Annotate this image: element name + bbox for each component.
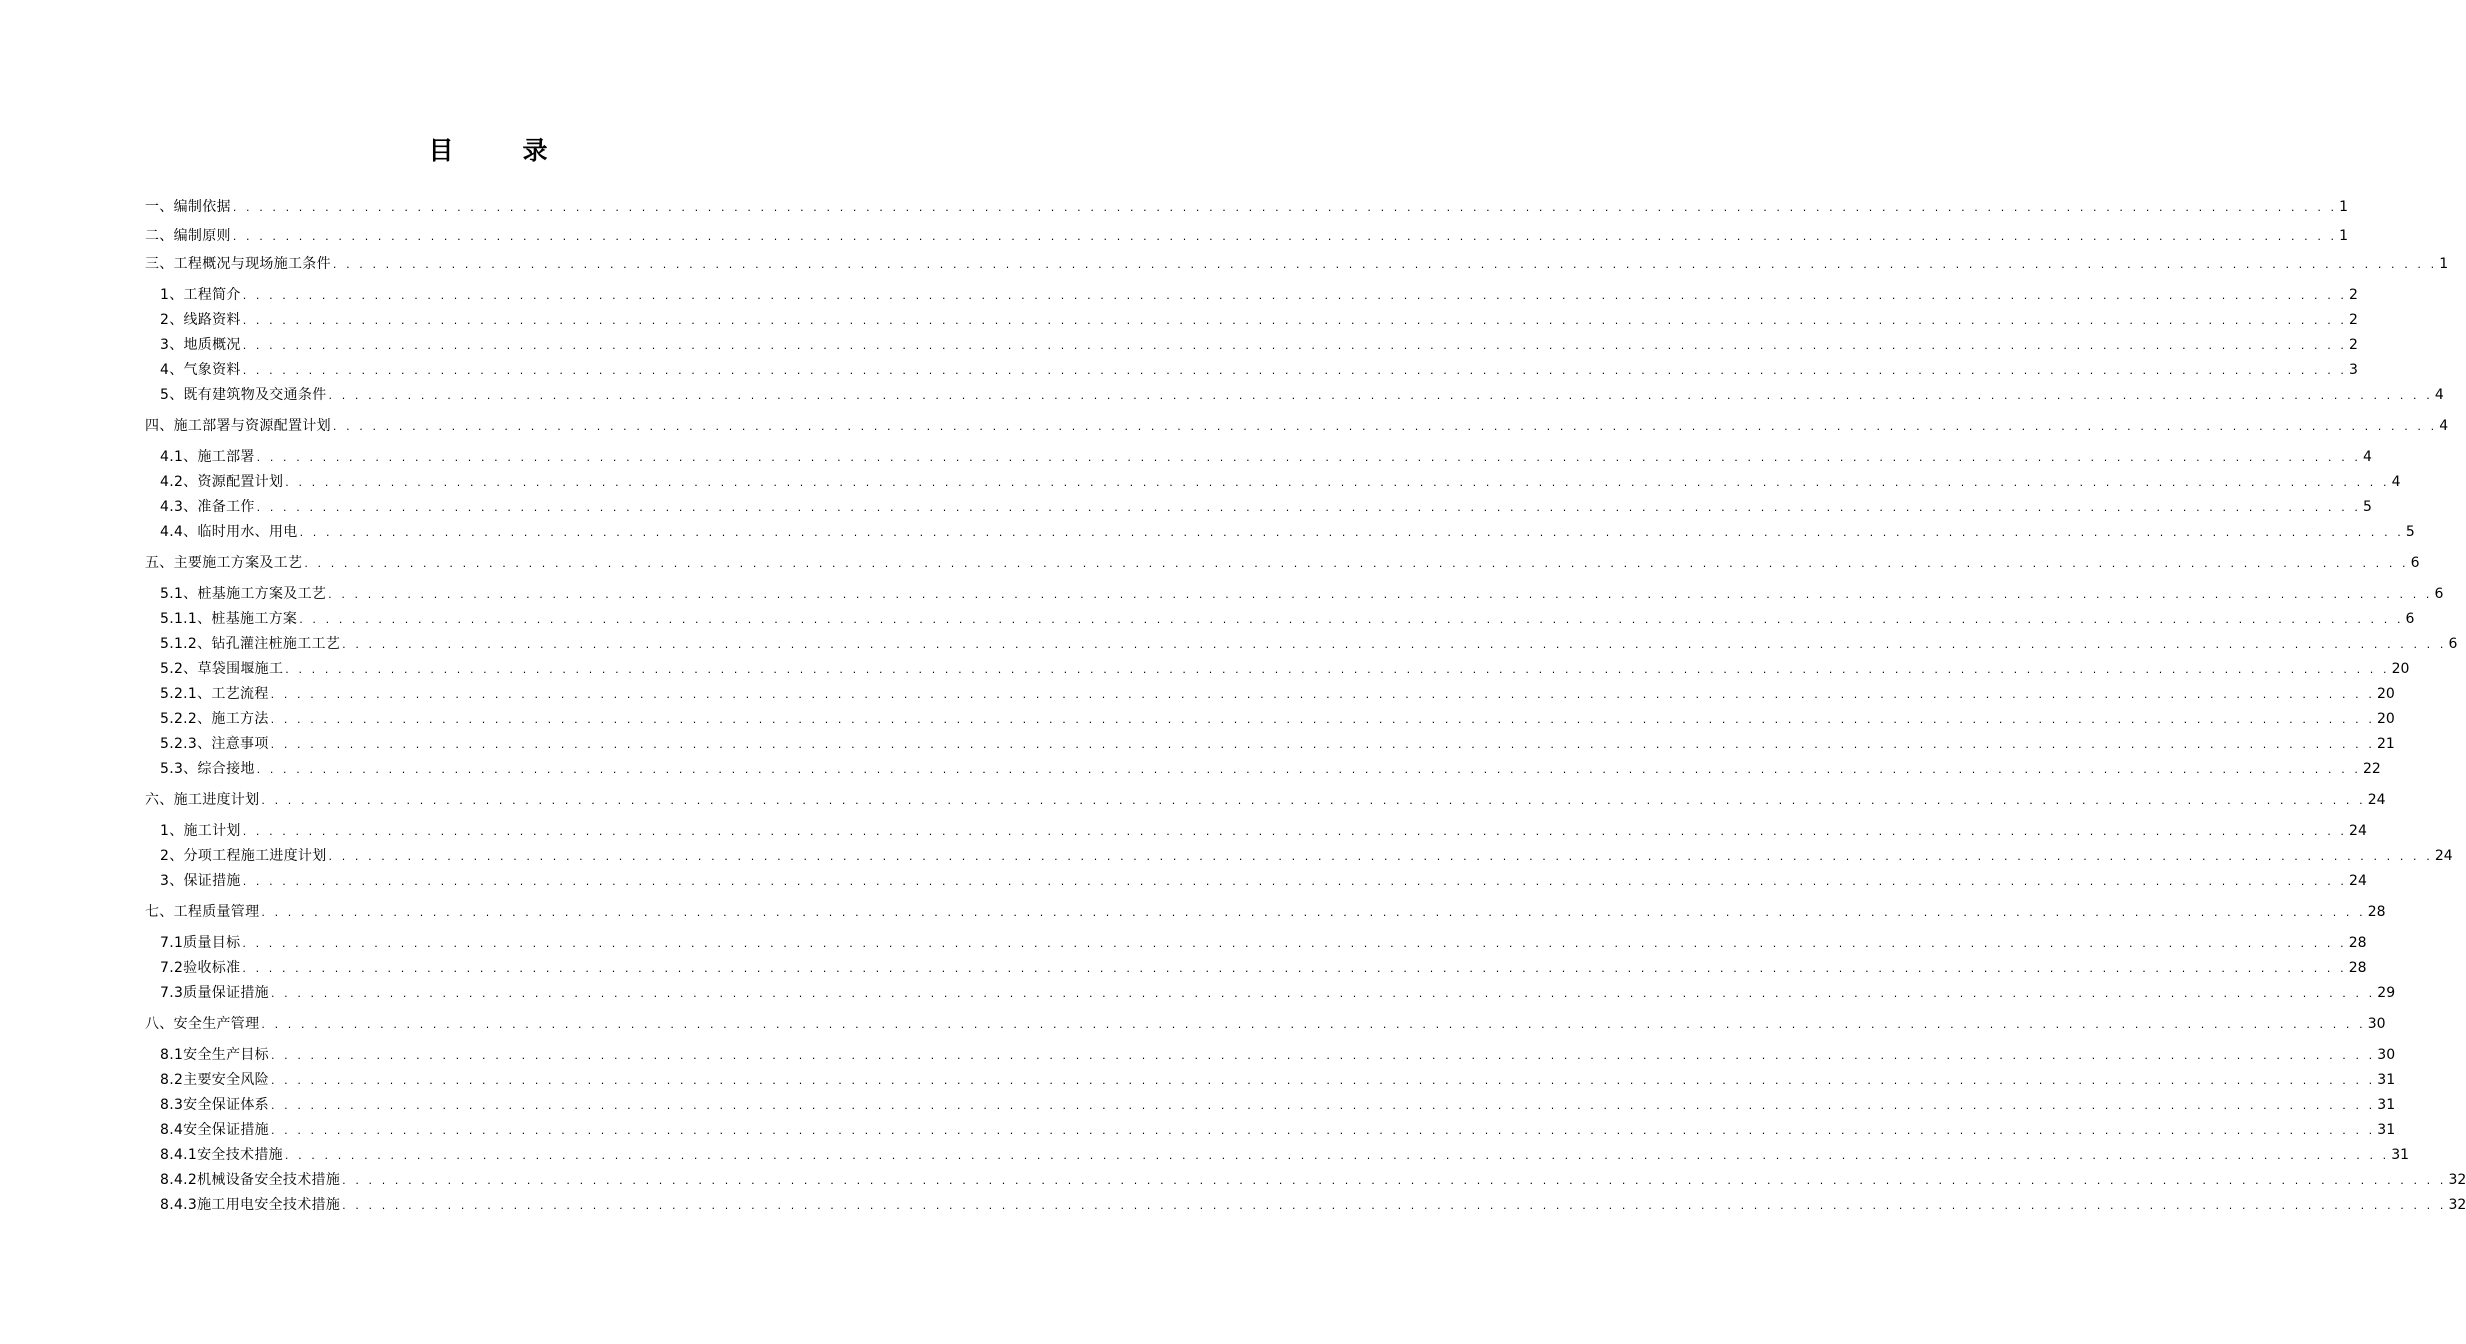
toc-entry-title: 8.1安全生产目标 bbox=[160, 1047, 269, 1063]
toc-dot-leader: . . . . . . . . . . . . . . . . . . . . . . . . . . . . . . . . . . . . . . . . . . . . . . . . . . . . . . . . . . . . . . . . . . . . . . . . . . . . . . . . . . . . . . . . . . . . . . . . . . . . . . . . . . . . . . . . . . . . . . . . . . . . . . . . . . . . . . . . . . . . . . . . . . . . . . . . . . . . . . . . bbox=[270, 738, 2375, 751]
toc-entry[interactable] bbox=[160, 1195, 2466, 1215]
toc-entry-page-number: 24 bbox=[2367, 792, 2386, 808]
toc-entry[interactable] bbox=[160, 584, 2444, 604]
toc-entry-title: 5.2.1、工艺流程 bbox=[160, 686, 269, 702]
toc-entry-page-number: 6 bbox=[2448, 636, 2458, 652]
toc-entry-title: 一、编制依据 bbox=[145, 199, 231, 215]
toc-entry-page-number: 31 bbox=[2377, 1097, 2396, 1113]
toc-dot-leader: . . . . . . . . . . . . . . . . . . . . . . . . . . . . . . . . . . . . . . . . . . . . . . . . . . . . . . . . . . . . . . . . . . . . . . . . . . . . . . . . . . . . . . . . . . . . . . . . . . . . . . . . . . . . . . . . . . . . . . . . . . . . . . . . . . . . . . . . . . . . . . . . . . . . . . . . . . . . . . . . bbox=[304, 557, 2409, 570]
toc-entry-page-number: 4 bbox=[2362, 449, 2372, 465]
toc-entry-page-number: 32 bbox=[2448, 1172, 2466, 1188]
toc-entry-page-number: 1 bbox=[2339, 199, 2349, 215]
toc-entry-page-number: 3 bbox=[2349, 362, 2358, 378]
toc-entry-title: 四、施工部署与资源配置计划 bbox=[145, 418, 331, 434]
toc-entry-title: 3、地质概况 bbox=[160, 337, 241, 353]
toc-dot-leader: . . . . . . . . . . . . . . . . . . . . . . . . . . . . . . . . . . . . . . . . . . . . . . . . . . . . . . . . . . . . . . . . . . . . . . . . . . . . . . . . . . . . . . . . . . . . . . . . . . . . . . . . . . . . . . . . . . . . . . . . . . . . . . . . . . . . . . . . . . . . . . . . . . . . . . . . . . . . . . . . bbox=[284, 1149, 2390, 1162]
toc-entry[interactable] bbox=[160, 497, 2372, 517]
toc-entry-title: 5.2.2、施工方法 bbox=[160, 711, 269, 727]
toc-entry[interactable] bbox=[160, 871, 2367, 891]
toc-entry-page-number: 31 bbox=[2391, 1147, 2410, 1163]
toc-entry-title: 5.2、草袋围堰施工 bbox=[160, 661, 284, 677]
toc-entry-page-number: 4 bbox=[2434, 387, 2444, 403]
toc-dot-leader: . . . . . . . . . . . . . . . . . . . . . . . . . . . . . . . . . . . . . . . . . . . . . . . . . . . . . . . . . . . . . . . . . . . . . . . . . . . . . . . . . . . . . . . . . . . . . . . . . . . . . . . . . . . . . . . . . . . . . . . . . . . . . . . . . . . . . . . . . . . . . . . . . . . . . . . . . . . . . . . . bbox=[232, 201, 2338, 214]
toc-entry[interactable] bbox=[160, 759, 2381, 779]
toc-entry[interactable] bbox=[160, 846, 2453, 866]
toc-entry-title: 5.3、综合接地 bbox=[160, 761, 255, 777]
toc-dot-leader: . . . . . . . . . . . . . . . . . . . . . . . . . . . . . . . . . . . . . . . . . . . . . . . . . . . . . . . . . . . . . . . . . . . . . . . . . . . . . . . . . . . . . . . . . . . . . . . . . . . . . . . . . . . . . . . . . . . . . . . . . . . . . . . . . . . . . . . . . . . . . . . . . . . . . . . . . . . . . . . . bbox=[332, 258, 2438, 271]
toc-entry[interactable] bbox=[160, 821, 2367, 841]
toc-dot-leader: . . . . . . . . . . . . . . . . . . . . . . . . . . . . . . . . . . . . . . . . . . . . . . . . . . . . . . . . . . . . . . . . . . . . . . . . . . . . . . . . . . . . . . . . . . . . . . . . . . . . . . . . . . . . . . . . . . . . . . . . . . . . . . . . . . . . . . . . . . . . . . . . . . . . . . . . . . . . . . . . bbox=[242, 339, 2348, 352]
toc-entry[interactable] bbox=[160, 522, 2415, 542]
toc-entry-page-number: 29 bbox=[2377, 985, 2396, 1001]
toc-entry[interactable] bbox=[160, 634, 2458, 654]
toc-entry-title: 5.1.1、桩基施工方案 bbox=[160, 611, 298, 627]
toc-dot-leader: . . . . . . . . . . . . . . . . . . . . . . . . . . . . . . . . . . . . . . . . . . . . . . . . . . . . . . . . . . . . . . . . . . . . . . . . . . . . . . . . . . . . . . . . . . . . . . . . . . . . . . . . . . . . . . . . . . . . . . . . . . . . . . . . . . . . . . . . . . . . . . . . . . . . . . . . . . . . . . . . bbox=[256, 763, 2361, 776]
toc-entry-page-number: 24 bbox=[2434, 848, 2453, 864]
toc-entry[interactable] bbox=[160, 1170, 2466, 1190]
toc-dot-leader: . . . . . . . . . . . . . . . . . . . . . . . . . . . . . . . . . . . . . . . . . . . . . . . . . . . . . . . . . . . . . . . . . . . . . . . . . . . . . . . . . . . . . . . . . . . . . . . . . . . . . . . . . . . . . . . . . . . . . . . . . . . . . . . . . . . . . . . . . . . . . . . . . . . . . . . . . . . . . . . . bbox=[270, 1074, 2376, 1087]
toc-dot-leader: . . . . . . . . . . . . . . . . . . . . . . . . . . . . . . . . . . . . . . . . . . . . . . . . . . . . . . . . . . . . . . . . . . . . . . . . . . . . . . . . . . . . . . . . . . . . . . . . . . . . . . . . . . . . . . . . . . . . . . . . . . . . . . . . . . . . . . . . . . . . . . . . . . . . . . . . . . . . . . . . bbox=[261, 906, 2366, 919]
toc-entry[interactable] bbox=[160, 734, 2395, 754]
toc-entry-title: 8.4安全保证措施 bbox=[160, 1122, 269, 1138]
toc-entry-title: 5.2.3、注意事项 bbox=[160, 736, 269, 752]
toc-entry-page-number: 31 bbox=[2377, 1122, 2396, 1138]
toc-entry-page-number: 28 bbox=[2367, 904, 2386, 920]
toc-entry-title: 三、工程概况与现场施工条件 bbox=[145, 256, 331, 272]
toc-entry-title: 8.4.2机械设备安全技术措施 bbox=[160, 1172, 341, 1188]
toc-dot-leader: . . . . . . . . . . . . . . . . . . . . . . . . . . . . . . . . . . . . . . . . . . . . . . . . . . . . . . . . . . . . . . . . . . . . . . . . . . . . . . . . . . . . . . . . . . . . . . . . . . . . . . . . . . . . . . . . . . . . . . . . . . . . . . . . . . . . . . . . . . . . . . . . . . . . . . . . . . . . . . . . bbox=[261, 794, 2366, 807]
toc-dot-leader: . . . . . . . . . . . . . . . . . . . . . . . . . . . . . . . . . . . . . . . . . . . . . . . . . . . . . . . . . . . . . . . . . . . . . . . . . . . . . . . . . . . . . . . . . . . . . . . . . . . . . . . . . . . . . . . . . . . . . . . . . . . . . . . . . . . . . . . . . . . . . . . . . . . . . . . . . . . . . . . . bbox=[270, 1049, 2376, 1062]
toc-entry-page-number: 5 bbox=[2362, 499, 2372, 515]
toc-entry-title: 5.1.2、钻孔灌注桩施工工艺 bbox=[160, 636, 341, 652]
toc-entry[interactable] bbox=[160, 933, 2367, 953]
toc-entry-title: 5、既有建筑物及交通条件 bbox=[160, 387, 327, 403]
toc-entry-title: 7.2验收标准 bbox=[160, 960, 241, 976]
toc-dot-leader: . . . . . . . . . . . . . . . . . . . . . . . . . . . . . . . . . . . . . . . . . . . . . . . . . . . . . . . . . . . . . . . . . . . . . . . . . . . . . . . . . . . . . . . . . . . . . . . . . . . . . . . . . . . . . . . . . . . . . . . . . . . . . . . . . . . . . . . . . . . . . . . . . . . . . . . . . . . . . . . . bbox=[256, 451, 2361, 464]
toc-dot-leader: . . . . . . . . . . . . . . . . . . . . . . . . . . . . . . . . . . . . . . . . . . . . . . . . . . . . . . . . . . . . . . . . . . . . . . . . . . . . . . . . . . . . . . . . . . . . . . . . . . . . . . . . . . . . . . . . . . . . . . . . . . . . . . . . . . . . . . . . . . . . . . . . . . . . . . . . . . . . . . . . bbox=[242, 937, 2347, 950]
toc-entry-title: 二、编制原则 bbox=[145, 228, 231, 244]
toc-entry-title: 5.1、桩基施工方案及工艺 bbox=[160, 586, 327, 602]
toc-dot-leader: . . . . . . . . . . . . . . . . . . . . . . . . . . . . . . . . . . . . . . . . . . . . . . . . . . . . . . . . . . . . . . . . . . . . . . . . . . . . . . . . . . . . . . . . . . . . . . . . . . . . . . . . . . . . . . . . . . . . . . . . . . . . . . . . . . . . . . . . . . . . . . . . . . . . . . . . . . . . . . . . bbox=[256, 501, 2361, 514]
toc-entry[interactable] bbox=[160, 659, 2410, 679]
toc-entry-title: 4.4、临时用水、用电 bbox=[160, 524, 298, 540]
toc-dot-leader: . . . . . . . . . . . . . . . . . . . . . . . . . . . . . . . . . . . . . . . . . . . . . . . . . . . . . . . . . . . . . . . . . . . . . . . . . . . . . . . . . . . . . . . . . . . . . . . . . . . . . . . . . . . . . . . . . . . . . . . . . . . . . . . . . . . . . . . . . . . . . . . . . . . . . . . . . . . . . . . . bbox=[242, 825, 2348, 838]
toc-dot-leader: . . . . . . . . . . . . . . . . . . . . . . . . . . . . . . . . . . . . . . . . . . . . . . . . . . . . . . . . . . . . . . . . . . . . . . . . . . . . . . . . . . . . . . . . . . . . . . . . . . . . . . . . . . . . . . . . . . . . . . . . . . . . . . . . . . . . . . . . . . . . . . . . . . . . . . . . . . . . . . . . bbox=[299, 613, 2404, 626]
toc-entry-title: 六、施工进度计划 bbox=[145, 792, 260, 808]
toc-entry[interactable] bbox=[145, 1014, 2386, 1034]
toc-dot-leader: . . . . . . . . . . . . . . . . . . . . . . . . . . . . . . . . . . . . . . . . . . . . . . . . . . . . . . . . . . . . . . . . . . . . . . . . . . . . . . . . . . . . . . . . . . . . . . . . . . . . . . . . . . . . . . . . . . . . . . . . . . . . . . . . . . . . . . . . . . . . . . . . . . . . . . . . . . . . . . . . bbox=[242, 314, 2348, 327]
toc-dot-leader: . . . . . . . . . . . . . . . . . . . . . . . . . . . . . . . . . . . . . . . . . . . . . . . . . . . . . . . . . . . . . . . . . . . . . . . . . . . . . . . . . . . . . . . . . . . . . . . . . . . . . . . . . . . . . . . . . . . . . . . . . . . . . . . . . . . . . . . . . . . . . . . . . . . . . . . . . . . . . . . . bbox=[328, 389, 2433, 402]
toc-entry[interactable] bbox=[160, 447, 2372, 467]
toc-dot-leader: . . . . . . . . . . . . . . . . . . . . . . . . . . . . . . . . . . . . . . . . . . . . . . . . . . . . . . . . . . . . . . . . . . . . . . . . . . . . . . . . . . . . . . . . . . . . . . . . . . . . . . . . . . . . . . . . . . . . . . . . . . . . . . . . . . . . . . . . . . . . . . . . . . . . . . . . . . . . . . . . bbox=[342, 1199, 2447, 1212]
toc-entry-page-number: 2 bbox=[2349, 312, 2358, 328]
toc-entry[interactable] bbox=[145, 902, 2386, 922]
toc-entry-page-number: 24 bbox=[2349, 823, 2367, 839]
toc-entry-page-number: 20 bbox=[2376, 711, 2395, 727]
toc-entry[interactable] bbox=[160, 1145, 2410, 1165]
toc-dot-leader: . . . . . . . . . . . . . . . . . . . . . . . . . . . . . . . . . . . . . . . . . . . . . . . . . . . . . . . . . . . . . . . . . . . . . . . . . . . . . . . . . . . . . . . . . . . . . . . . . . . . . . . . . . . . . . . . . . . . . . . . . . . . . . . . . . . . . . . . . . . . . . . . . . . . . . . . . . . . . . . . bbox=[270, 713, 2375, 726]
toc-dot-leader: . . . . . . . . . . . . . . . . . . . . . . . . . . . . . . . . . . . . . . . . . . . . . . . . . . . . . . . . . . . . . . . . . . . . . . . . . . . . . . . . . . . . . . . . . . . . . . . . . . . . . . . . . . . . . . . . . . . . . . . . . . . . . . . . . . . . . . . . . . . . . . . . . . . . . . . . . . . . . . . . bbox=[242, 289, 2348, 302]
toc-entry-title: 1、施工计划 bbox=[160, 823, 241, 839]
toc-dot-leader: . . . . . . . . . . . . . . . . . . . . . . . . . . . . . . . . . . . . . . . . . . . . . . . . . . . . . . . . . . . . . . . . . . . . . . . . . . . . . . . . . . . . . . . . . . . . . . . . . . . . . . . . . . . . . . . . . . . . . . . . . . . . . . . . . . . . . . . . . . . . . . . . . . . . . . . . . . . . . . . . bbox=[270, 688, 2375, 701]
toc-dot-leader: . . . . . . . . . . . . . . . . . . . . . . . . . . . . . . . . . . . . . . . . . . . . . . . . . . . . . . . . . . . . . . . . . . . . . . . . . . . . . . . . . . . . . . . . . . . . . . . . . . . . . . . . . . . . . . . . . . . . . . . . . . . . . . . . . . . . . . . . . . . . . . . . . . . . . . . . . . . . . . . . bbox=[232, 230, 2338, 243]
toc-entry-title: 8.2主要安全风险 bbox=[160, 1072, 269, 1088]
toc-entry-title: 3、保证措施 bbox=[160, 873, 241, 889]
toc-dot-leader: . . . . . . . . . . . . . . . . . . . . . . . . . . . . . . . . . . . . . . . . . . . . . . . . . . . . . . . . . . . . . . . . . . . . . . . . . . . . . . . . . . . . . . . . . . . . . . . . . . . . . . . . . . . . . . . . . . . . . . . . . . . . . . . . . . . . . . . . . . . . . . . . . . . . . . . . . . . . . . . . bbox=[332, 420, 2438, 433]
toc-entry-page-number: 30 bbox=[2367, 1016, 2386, 1032]
toc-entry-title: 五、主要施工方案及工艺 bbox=[145, 555, 303, 571]
toc-entry-page-number: 4 bbox=[2439, 418, 2449, 434]
toc-entry-page-number: 20 bbox=[2391, 661, 2410, 677]
toc-entry-title: 4.2、资源配置计划 bbox=[160, 474, 284, 490]
toc-dot-leader: . . . . . . . . . . . . . . . . . . . . . . . . . . . . . . . . . . . . . . . . . . . . . . . . . . . . . . . . . . . . . . . . . . . . . . . . . . . . . . . . . . . . . . . . . . . . . . . . . . . . . . . . . . . . . . . . . . . . . . . . . . . . . . . . . . . . . . . . . . . . . . . . . . . . . . . . . . . . . . . . bbox=[270, 987, 2376, 1000]
toc-entry-title: 4、气象资料 bbox=[160, 362, 241, 378]
toc-entry-page-number: 32 bbox=[2448, 1197, 2466, 1213]
toc-entry-title: 1、工程简介 bbox=[160, 287, 241, 303]
toc-entry-page-number: 31 bbox=[2377, 1072, 2396, 1088]
toc-entry-page-number: 6 bbox=[2410, 555, 2420, 571]
toc-entry[interactable] bbox=[145, 553, 2420, 573]
toc-dot-leader: . . . . . . . . . . . . . . . . . . . . . . . . . . . . . . . . . . . . . . . . . . . . . . . . . . . . . . . . . . . . . . . . . . . . . . . . . . . . . . . . . . . . . . . . . . . . . . . . . . . . . . . . . . . . . . . . . . . . . . . . . . . . . . . . . . . . . . . . . . . . . . . . . . . . . . . . . . . . . . . . bbox=[270, 1099, 2376, 1112]
toc-entry-page-number: 6 bbox=[2405, 611, 2415, 627]
toc-dot-leader: . . . . . . . . . . . . . . . . . . . . . . . . . . . . . . . . . . . . . . . . . . . . . . . . . . . . . . . . . . . . . . . . . . . . . . . . . . . . . . . . . . . . . . . . . . . . . . . . . . . . . . . . . . . . . . . . . . . . . . . . . . . . . . . . . . . . . . . . . . . . . . . . . . . . . . . . . . . . . . . . bbox=[328, 850, 2433, 863]
toc-dot-leader: . . . . . . . . . . . . . . . . . . . . . . . . . . . . . . . . . . . . . . . . . . . . . . . . . . . . . . . . . . . . . . . . . . . . . . . . . . . . . . . . . . . . . . . . . . . . . . . . . . . . . . . . . . . . . . . . . . . . . . . . . . . . . . . . . . . . . . . . . . . . . . . . . . . . . . . . . . . . . . . . bbox=[270, 1124, 2376, 1137]
toc-entry[interactable] bbox=[160, 285, 2358, 305]
toc-entry[interactable] bbox=[145, 416, 2449, 436]
toc-entry[interactable] bbox=[160, 684, 2395, 704]
toc-dot-leader: . . . . . . . . . . . . . . . . . . . . . . . . . . . . . . . . . . . . . . . . . . . . . . . . . . . . . . . . . . . . . . . . . . . . . . . . . . . . . . . . . . . . . . . . . . . . . . . . . . . . . . . . . . . . . . . . . . . . . . . . . . . . . . . . . . . . . . . . . . . . . . . . . . . . . . . . . . . . . . . . bbox=[242, 364, 2348, 377]
toc-entry[interactable] bbox=[160, 958, 2367, 978]
toc-entry-page-number: 21 bbox=[2376, 736, 2395, 752]
toc-entry-title: 七、工程质量管理 bbox=[145, 904, 260, 920]
toc-entry[interactable] bbox=[160, 385, 2444, 405]
toc-entry-page-number: 2 bbox=[2349, 287, 2358, 303]
toc-entry[interactable] bbox=[160, 472, 2401, 492]
toc-entry-page-number: 20 bbox=[2376, 686, 2395, 702]
toc-dot-leader: . . . . . . . . . . . . . . . . . . . . . . . . . . . . . . . . . . . . . . . . . . . . . . . . . . . . . . . . . . . . . . . . . . . . . . . . . . . . . . . . . . . . . . . . . . . . . . . . . . . . . . . . . . . . . . . . . . . . . . . . . . . . . . . . . . . . . . . . . . . . . . . . . . . . . . . . . . . . . . . . bbox=[261, 1018, 2366, 1031]
toc-dot-leader: . . . . . . . . . . . . . . . . . . . . . . . . . . . . . . . . . . . . . . . . . . . . . . . . . . . . . . . . . . . . . . . . . . . . . . . . . . . . . . . . . . . . . . . . . . . . . . . . . . . . . . . . . . . . . . . . . . . . . . . . . . . . . . . . . . . . . . . . . . . . . . . . . . . . . . . . . . . . . . . . bbox=[299, 526, 2404, 539]
toc-entry[interactable] bbox=[160, 1120, 2396, 1140]
toc-entry[interactable] bbox=[160, 983, 2396, 1003]
toc-entry-title: 八、安全生产管理 bbox=[145, 1016, 260, 1032]
toc-entry[interactable] bbox=[160, 335, 2358, 355]
toc-entry-page-number: 28 bbox=[2348, 935, 2367, 951]
toc-entry-title: 8.4.1安全技术措施 bbox=[160, 1147, 283, 1163]
toc-dot-leader: . . . . . . . . . . . . . . . . . . . . . . . . . . . . . . . . . . . . . . . . . . . . . . . . . . . . . . . . . . . . . . . . . . . . . . . . . . . . . . . . . . . . . . . . . . . . . . . . . . . . . . . . . . . . . . . . . . . . . . . . . . . . . . . . . . . . . . . . . . . . . . . . . . . . . . . . . . . . . . . . bbox=[242, 962, 2347, 975]
toc-dot-leader: . . . . . . . . . . . . . . . . . . . . . . . . . . . . . . . . . . . . . . . . . . . . . . . . . . . . . . . . . . . . . . . . . . . . . . . . . . . . . . . . . . . . . . . . . . . . . . . . . . . . . . . . . . . . . . . . . . . . . . . . . . . . . . . . . . . . . . . . . . . . . . . . . . . . . . . . . . . . . . . . bbox=[328, 588, 2433, 601]
toc-entry[interactable] bbox=[160, 709, 2395, 729]
toc-entry-title: 8.3安全保证体系 bbox=[160, 1097, 269, 1113]
toc-entry[interactable] bbox=[145, 197, 2349, 217]
toc-entry-title: 2、分项工程施工进度计划 bbox=[160, 848, 327, 864]
toc-dot-leader: . . . . . . . . . . . . . . . . . . . . . . . . . . . . . . . . . . . . . . . . . . . . . . . . . . . . . . . . . . . . . . . . . . . . . . . . . . . . . . . . . . . . . . . . . . . . . . . . . . . . . . . . . . . . . . . . . . . . . . . . . . . . . . . . . . . . . . . . . . . . . . . . . . . . . . . . . . . . . . . . bbox=[342, 1174, 2447, 1187]
toc-entry-page-number: 4 bbox=[2391, 474, 2401, 490]
toc-entry-page-number: 1 bbox=[2439, 256, 2449, 272]
toc-entry[interactable] bbox=[160, 609, 2415, 629]
toc-entry[interactable] bbox=[160, 310, 2358, 330]
toc-entry-title: 7.1质量目标 bbox=[160, 935, 241, 951]
toc-entry-title: 4.1、施工部署 bbox=[160, 449, 255, 465]
toc-entry[interactable] bbox=[160, 1045, 2396, 1065]
toc-entry[interactable] bbox=[145, 790, 2386, 810]
toc-dot-leader: . . . . . . . . . . . . . . . . . . . . . . . . . . . . . . . . . . . . . . . . . . . . . . . . . . . . . . . . . . . . . . . . . . . . . . . . . . . . . . . . . . . . . . . . . . . . . . . . . . . . . . . . . . . . . . . . . . . . . . . . . . . . . . . . . . . . . . . . . . . . . . . . . . . . . . . . . . . . . . . . bbox=[242, 875, 2348, 888]
toc-entry[interactable] bbox=[145, 254, 2449, 274]
toc-entry[interactable] bbox=[160, 1095, 2396, 1115]
toc-entry-page-number: 6 bbox=[2434, 586, 2444, 602]
toc-entry-page-number: 22 bbox=[2362, 761, 2381, 777]
toc-dot-leader: . . . . . . . . . . . . . . . . . . . . . . . . . . . . . . . . . . . . . . . . . . . . . . . . . . . . . . . . . . . . . . . . . . . . . . . . . . . . . . . . . . . . . . . . . . . . . . . . . . . . . . . . . . . . . . . . . . . . . . . . . . . . . . . . . . . . . . . . . . . . . . . . . . . . . . . . . . . . . . . . bbox=[285, 663, 2390, 676]
toc-entry-page-number: 1 bbox=[2339, 228, 2349, 244]
toc-entry[interactable] bbox=[160, 360, 2358, 380]
toc-entry[interactable] bbox=[160, 1070, 2396, 1090]
toc-entry-title: 2、线路资料 bbox=[160, 312, 241, 328]
toc-dot-leader: . . . . . . . . . . . . . . . . . . . . . . . . . . . . . . . . . . . . . . . . . . . . . . . . . . . . . . . . . . . . . . . . . . . . . . . . . . . . . . . . . . . . . . . . . . . . . . . . . . . . . . . . . . . . . . . . . . . . . . . . . . . . . . . . . . . . . . . . . . . . . . . . . . . . . . . . . . . . . . . . bbox=[342, 638, 2447, 651]
toc-dot-leader: . . . . . . . . . . . . . . . . . . . . . . . . . . . . . . . . . . . . . . . . . . . . . . . . . . . . . . . . . . . . . . . . . . . . . . . . . . . . . . . . . . . . . . . . . . . . . . . . . . . . . . . . . . . . . . . . . . . . . . . . . . . . . . . . . . . . . . . . . . . . . . . . . . . . . . . . . . . . . . . . bbox=[285, 476, 2390, 489]
toc-entry-page-number: 24 bbox=[2349, 873, 2367, 889]
toc-entry-page-number: 2 bbox=[2349, 337, 2358, 353]
toc-entry-title: 7.3质量保证措施 bbox=[160, 985, 269, 1001]
toc-entry-page-number: 28 bbox=[2348, 960, 2367, 976]
toc-entry-title: 4.3、准备工作 bbox=[160, 499, 255, 515]
toc-entry-page-number: 30 bbox=[2377, 1047, 2396, 1063]
toc-entry[interactable] bbox=[145, 226, 2349, 246]
toc-entry-page-number: 5 bbox=[2405, 524, 2415, 540]
toc-entry-title: 8.4.3施工用电安全技术措施 bbox=[160, 1197, 341, 1213]
page-title: 目 录 bbox=[428, 136, 570, 165]
